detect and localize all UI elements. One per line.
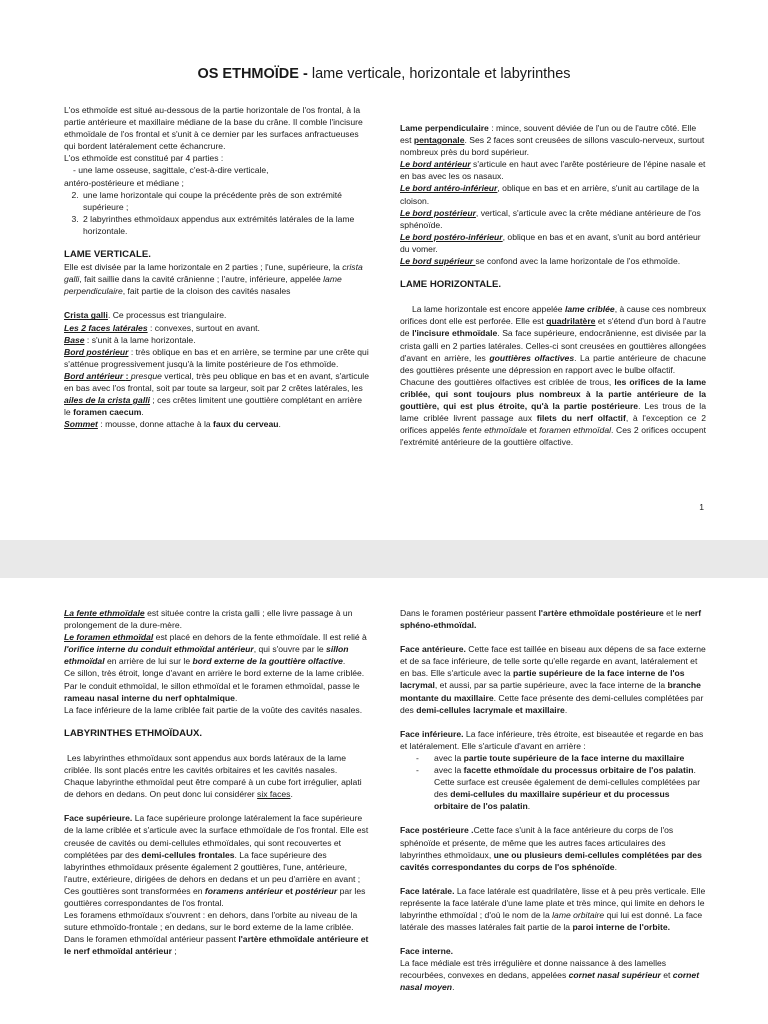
intro-part-1a: - une lame osseuse, sagittale, c'est-à-dire verticale, <box>73 165 269 176</box>
lp-bord-postero-inferieur: Le bord postéro-inférieur, oblique en bas et en avant, s'unit au bord antérieur du vomer. <box>400 231 701 254</box>
title-bold: OS ETHMOÏDE - <box>197 66 308 82</box>
crista-galli-paragraph: Crista galli. Ce processus est triangulaire. <box>64 310 227 321</box>
intro-parts: L'os ethmoïde est constitué par 4 parties : <box>64 153 224 164</box>
foramens-ouvrent-paragraph: Les foramens ethmoïdaux s'ouvrent : en dehors, dans l'orbite au niveau de la suture ethmoïdo-frontale ; en dedans, sur le bord externe de la lame criblée. <box>64 910 358 933</box>
page2-right-column <box>400 607 706 994</box>
lame-perpendiculaire-paragraph: Lame perpendiculaire : mince, souvent déviée de l'un ou de l'autre côté. Elle est pentagonale. Ses 2 faces sont creusées de sillons vasculo-nerveux, surtout nombreux près du bord supérieur. <box>400 123 705 158</box>
parts-list-item: 2. une lame horizontale qui coupe la précédente près de son extrémité supérieure ; <box>81 189 369 213</box>
title-rest: lame verticale, horizontale et labyrinthes <box>307 66 571 82</box>
intro-part-1b: antéro-postérieure et médiane ; <box>64 177 184 188</box>
lp-bord-anterieur: Le bord antérieur s'articule en haut avec l'arête postérieure de l'épine nasale et en bas avec les os nasaux. <box>400 159 706 182</box>
face-inferieure-list <box>400 752 706 776</box>
list-item: - avec la facette ethmoïdale du processus orbitaire de l'os palatin. <box>434 764 706 776</box>
face-interne-paragraph: La face médiale est très irrégulière et donne naissance à des lamelles recourbées, convexes en dedans, appelées cornet nasal supérieur et cornet nasal moyen. <box>400 958 700 993</box>
face-inferieure-subparagraph: Cette surface est creusée également de demi-cellules complétées par des demi-cellules du maxillaire supérieur et du processus orbitaire de l'os palatin. <box>434 777 701 812</box>
face-posterieure-paragraph: Face postérieure .Cette face s'unit à la face antérieure du corps de l'os sphénoïde et présente, de même que les autres faces articulaires des labyrinthes ethmoïdaux, une ou plusieurs demi-cellules complétées par des cavités correspondantes du corps de l'os sphénoïde. <box>400 825 702 872</box>
page1-right-column <box>400 122 706 448</box>
page-title <box>0 66 768 82</box>
face-inferieure-lame-paragraph: La face inférieure de la lame criblée fait partie de la voûte des cavités nasales. <box>64 704 363 715</box>
page1-left-column <box>64 104 369 430</box>
page-number: 1 <box>699 502 704 512</box>
lp-bord-superieur: Le bord supérieur se confond avec la lame horizontale de l'os ethmoïde. <box>400 256 681 267</box>
lp-bord-posterieur: Le bord postérieur, vertical, s'articule avec la crête médiane antérieure de l'os sphénoïde. <box>400 207 701 230</box>
page2-left-column <box>64 607 369 957</box>
face-superieure-paragraph: Face supérieure. La face supérieure prolonge latéralement la face supérieure de la lame criblée et s'articule avec la surface ethmoïdale de l'os frontal. Elle est creusée de cavités ou demi-cellules ethmoïdales, qui sont recouvertes et complétées par des demi-cellules frontales. La face supérieure des labyrinthes ethmoïdaux présente également 2 gouttières, l'une, antérieure, l'autre, extérieure, dirigées de dehors en dedans et un peu d'arrière en avant ; <box>64 813 369 884</box>
base-paragraph: Base : s'unit à la lame horizontale. <box>64 334 196 345</box>
lp-bord-antero-inferieur: Le bord antéro-inférieur, oblique en bas et en arrière, s'unit au cartilage de la cloison. <box>400 183 700 206</box>
faces-laterales-paragraph: Les 2 faces latérales : convexes, surtout en avant. <box>64 322 260 333</box>
face-laterale-paragraph: Face latérale. La face latérale est quadrilatère, lisse et à peu près verticale. Elle représente la face latérale d'une lame plate et très mince, qui limite en dehors le labyrinthe ethmoïdal ; d'où le nom de la lame orbitaire qui lui est donné. La face latérale des masses latérales fait partie de la paroi interne de l'orbite. <box>400 885 706 933</box>
list-item: - avec la partie toute supérieure de la face interne du maxillaire <box>434 752 706 764</box>
parts-list-item: 3. 2 labyrinthes ethmoïdaux appendus aux extrémités latérales de la lame horizontale. <box>81 213 369 237</box>
sommet-paragraph: Sommet : mousse, donne attache à la faux du cerveau. <box>64 419 281 430</box>
bord-posterieur-paragraph: Bord postérieur : très oblique en bas et en arrière, se termine par une crête qui s'atténue progressivement jusqu'à la limite postérieure de l'os ethmoïde. <box>64 346 369 369</box>
foramen-ethmoidal-paragraph: Le foramen ethmoïdal est placé en dehors de la fente ethmoïdale. Il est relié à l'orifice interne du conduit ethmoïdal antérieur, qui s'ouvre par le sillon ethmoïdal en arrière de lui sur le bord externe de la gouttière olfactive. <box>64 632 367 667</box>
foramen-posterieur-paragraph: Dans le foramen postérieur passent l'artère ethmoïdale postérieure et le nerf sphéno-ethmoïdal. <box>400 608 702 631</box>
foramen-anterieur-paragraph: Dans le foramen ethmoïdal antérieur passent l'artère ethmoïdale antérieure et le nerf ethmoïdal antérieur ; <box>64 934 369 957</box>
bord-anterieur-paragraph: Bord antérieur : presque vertical, très peu oblique en bas et en avant, s'articule en bas avec l'os frontal, soit par toute sa largeur, soit par 2 crêtes latérales, les ailes de la crista galli ; ces crêtes limitent une gouttière complétant en arrière le foramen caecum. <box>64 370 369 418</box>
intro-paragraph: L'os ethmoïde est situé au-dessous de la partie horizontale de l'os frontal, à la partie antérieure et maxillaire médiane de la base du crâne. Il comble l'incisure ethmoïdale de l'os frontal et s'unit à ce dernier par les surfaces anfractueuses qui bordent latéralement cette échancrure. <box>64 105 363 152</box>
lame-horizontale-heading: LAME HORIZONTALE. <box>400 279 502 291</box>
lame-horizontale-paragraph: La lame horizontale est encore appelée lame criblée, à cause ces nombreux orifices dont elle est perforée. Elle est quadrilatère et s'étend d'un bord à l'autre de l'incisure ethmoïdale. Sa face supérieure, endocrânienne, est divisée par la crista galli en 2 parties latérales. Celles-ci sont creusées en gouttières allongées d'avant en arrière, les gouttières olfactives. La partie antérieure de chacune des gouttières présente une dépression en rapport avec le bulbe olfactif. <box>400 304 706 375</box>
face-anterieure-paragraph: Face antérieure. Cette face est taillée en biseau aux dépens de sa face externe et de sa face inférieure, de telle sorte qu'elle regarde en avant, latéralement et en bas. Elle s'articule avec la partie supérieure de la face interne de l'os lacrymal, et aussi, par sa partie supérieure, avec la face interne de la branche montante du maxillaire. Cette face présente des demi-cellules complétées par des demi-cellules lacrymale et maxillaire. <box>400 644 706 715</box>
labyrinthes-heading: LABYRINTHES ETHMOÏDAUX. <box>64 727 203 739</box>
lame-verticale-paragraph: Elle est divisée par la lame horizontale en 2 parties ; l'une, supérieure, la crista galli, fait saillie dans la cavité crânienne ; l'autre, inférieure, appelée lame perpendiculaire, fait partie de la cloison des cavités nasales <box>64 262 363 297</box>
gouttieres-paragraph: Chacune des gouttières olfactives est criblée de trous, les orifices de la lame criblée, qui sont toujours plus nombreux à la partie antérieure de la gouttière, qui est plus étroite, qu'à la partie postérieure. Les trous de la lame criblée livrent passage aux filets du nerf olfactif, à l'exception ce 2 orifices appelés fente ethmoïdale et foramen ethmoïdal. Ces 2 orifices occupent l'extrémité antérieure de la gouttière olfactive. <box>400 376 706 448</box>
lame-verticale-heading: LAME VERTICALE. <box>64 249 151 261</box>
labyrinthes-paragraph: Les labyrinthes ethmoïdaux sont appendus aux bords latéraux de la lame criblée. Ils sont placés entre les cavités orbitaires et les cavités nasales. Chaque labyrinthe ethmoïdal peut être comparé à un cube fort irrégulier, aplati de dehors en dedans. On peut donc lui considérer six faces. <box>64 752 362 800</box>
document-page-2 <box>0 578 768 1024</box>
sillon-paragraph: Ce sillon, très étroit, longe d'avant en arrière le bord externe de la lame criblée. Par le conduit ethmoïdal, le sillon ethmoïdal et le foramen ethmoïdal, passe le rameau nasal interne du nerf ophtalmique. <box>64 668 365 703</box>
face-interne-heading: Face interne. <box>400 946 454 957</box>
gouttieres-foramens-paragraph: Ces gouttières sont transformées en foramens antérieur et postérieur par les gouttières correspondantes de l'os frontal. <box>64 885 366 908</box>
fente-ethmoidale-paragraph: La fente ethmoïdale est située contre la crista galli ; elle livre passage à un prolongement de la dure-mère. <box>64 608 353 631</box>
parts-list <box>64 189 369 237</box>
face-inferieure-paragraph: Face inférieure. La face inférieure, très étroite, est biseautée et regarde en bas et latéralement. Elle s'articule d'avant en arrière : <box>400 728 704 751</box>
